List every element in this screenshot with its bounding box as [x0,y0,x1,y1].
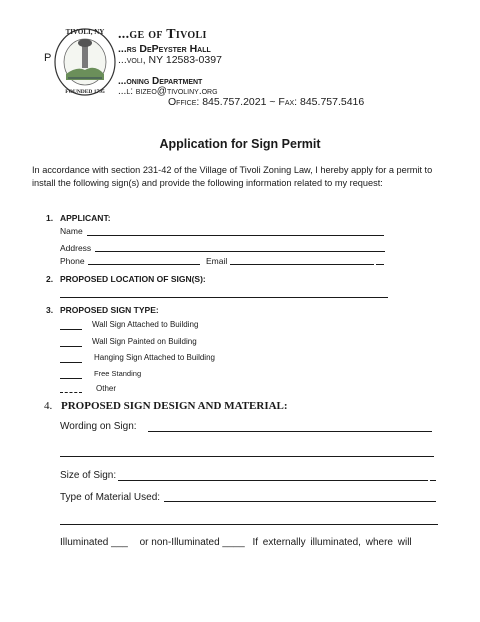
section-3-label: PROPOSED SIGN TYPE: [60,305,159,315]
section-1-label: APPLICANT: [60,213,111,223]
non-illuminated-text[interactable]: or non-Illuminated ____ [139,537,245,548]
email-line: ...l: bizeo@tivoliny.org [118,86,218,97]
address-line: ...voli, NY 12583-0397 [118,54,222,66]
sign-type-free-standing-checkbox[interactable] [60,378,82,379]
sign-type-wall-attached-label: Wall Sign Attached to Building [92,320,199,329]
phone-field[interactable] [88,264,200,265]
wording-label: Wording on Sign: [60,421,137,432]
section-2-number: 2. [46,274,54,284]
size-field-tail [430,480,436,481]
seal-bottom-text: FOUNDED 1795 [65,89,105,95]
name-field[interactable] [87,235,384,236]
page-title: Application for Sign Permit [159,137,321,151]
sign-type-hanging-label: Hanging Sign Attached to Building [94,353,215,362]
phone-label: Phone [60,256,85,266]
sign-type-other-label: Other [96,384,117,393]
section-2-label: PROPOSED LOCATION OF SIGN(S): [60,274,206,284]
email-field-tail [376,264,384,265]
material-field-line-2[interactable] [60,524,438,525]
size-field[interactable] [118,480,428,481]
village-title: ...ge of Tivoli [118,27,207,42]
address-field[interactable] [95,251,385,252]
intro-paragraph: In accordance with section 231-42 of the Village of Tivoli Zoning Law, I hereby apply for a permit to install the following sign(s) and provide the following information related to my request: [32,165,433,188]
email-field[interactable] [230,264,374,265]
external-illumination-text: If externally illuminated, where will [252,537,412,548]
department-line: ...oning Department [118,76,203,87]
section-4-label: PROPOSED SIGN DESIGN AND MATERIAL: [61,400,288,412]
size-label: Size of Sign: [60,470,117,481]
village-seal-icon [52,22,118,98]
seal-top-text: TIVOLI, NY [65,28,105,36]
section-3-number: 3. [46,305,54,315]
name-label: Name [60,226,83,236]
illuminated-text[interactable]: Illuminated ___ [60,537,128,548]
material-field[interactable] [164,501,436,502]
location-field[interactable] [60,297,388,298]
section-4-number: 4. [44,400,53,412]
wording-field-line-2[interactable] [60,456,434,457]
sign-type-free-standing-label: Free Standing [94,369,142,378]
sign-type-wall-attached-checkbox[interactable] [60,329,82,330]
sign-type-other-checkbox[interactable] [60,392,82,393]
illumination-line [60,537,412,548]
section-4-heading [44,400,288,412]
section-1-number: 1. [46,213,54,223]
sign-type-hanging-checkbox[interactable] [60,362,82,363]
header-p-letter: P [44,52,52,64]
material-label: Type of Material Used: [60,492,161,503]
office-line: Office: 845.757.2021 ~ Fax: 845.757.5416 [168,96,365,108]
email-label: Email [206,256,228,266]
wording-field[interactable] [148,431,432,432]
address-label: Address [60,243,92,253]
sign-type-wall-painted-checkbox[interactable] [60,346,82,347]
sign-type-wall-painted-label: Wall Sign Painted on Building [92,337,197,346]
hall-line: ...rs DePeyster Hall [118,43,211,55]
